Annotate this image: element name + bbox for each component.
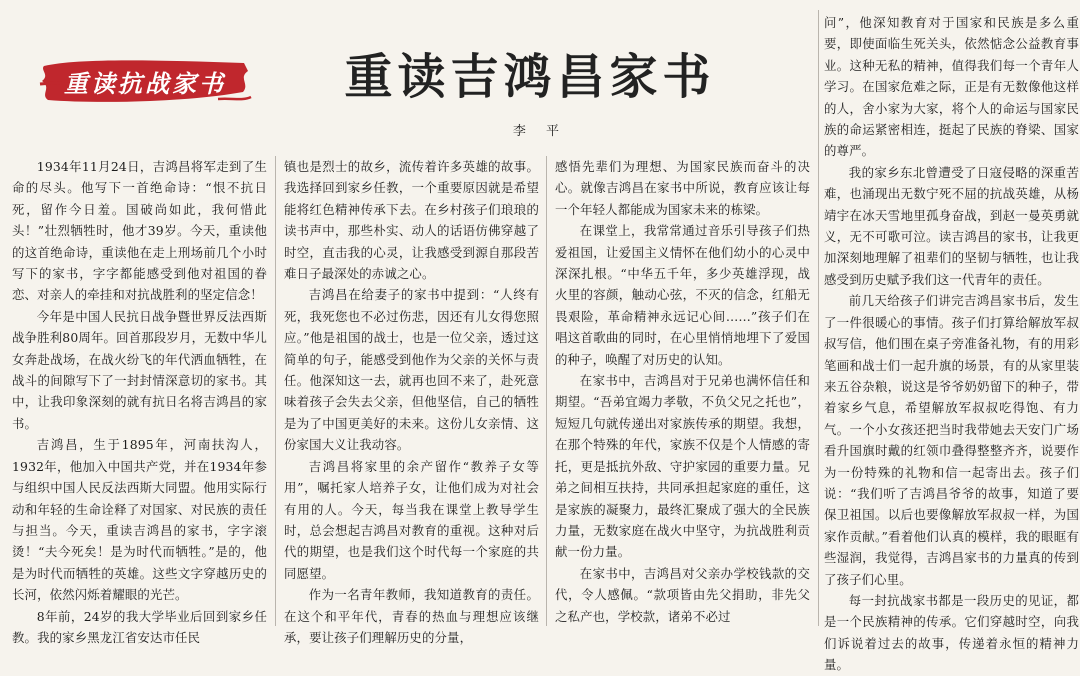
paragraph: 感悟先辈们为理想、为国家民族而奋斗的决心。就像吉鸿昌在家书中所说，教育应该让每一个年轻人都能成为国家未来的栋梁。 bbox=[555, 159, 810, 217]
column-divider bbox=[275, 156, 276, 626]
text-column-4 bbox=[824, 12, 1079, 673]
paragraph: 吉鸿昌，生于1895年，河南扶沟人，1932年，他加入中国共产党，并在1934年参与组织中国人民反法西斯大同盟。他用实际行动和年轻的生命诠释了对国家、对民族的责任与担当。今天，重读吉鸿昌的家书，字字滚烫！“夫今死矣！是为时代而牺牲。”是的，他是为时代而牺牲的英雄。这些文字穿越历史的长河，依然闪烁着耀眼的光芒。 bbox=[12, 437, 267, 603]
column-divider bbox=[546, 156, 547, 626]
text-column-1 bbox=[12, 156, 267, 645]
article-title: 重读吉鸿昌家书 bbox=[344, 49, 716, 105]
paragraph: 问”，他深知教育对于国家和民族是多么重要，即使面临生死关头，依然惦念公益教育事业。这种无私的精神，值得我们每一个青年人学习。在国家危难之际，正是有无数像他这样的人，舍小家为大家，将个人的命运与国家民族的命运紧密相连，挺起了民族的脊梁、国家的尊严。 bbox=[824, 15, 1079, 159]
paragraph: 吉鸿昌在给妻子的家书中提到：“人终有死，我死您也不必过伤悲，因还有儿女得您照应。”他是祖国的战士，也是一位父亲，透过这简单的句子，能感受到他作为父亲的关怀与责任。他深知这一去，就再也回不来了，赴死意味着孩子会失去父亲，但他坚信，自己的牺牲是为了中国更美好的未来。这份儿女亲情、这份家国大义让我动容。 bbox=[284, 287, 539, 453]
paragraph: 作为一名青年教师，我知道教育的责任。在这个和平年代，青春的热血与理想应该继承，要让孩子们理解历史的分量， bbox=[284, 587, 539, 645]
column-tag-banner bbox=[38, 54, 252, 108]
paragraph: 今年是中国人民抗日战争暨世界反法西斯战争胜利80周年。回首那段岁月，无数中华儿女奔赴战场，在战火纷飞的年代洒血牺牲，在战斗的间隙写下了一封封情深意切的家书。其中，让我印象深刻的就有抗日名将吉鸿昌的家书。 bbox=[12, 308, 267, 431]
text-column-3 bbox=[555, 156, 810, 624]
paragraph: 前几天给孩子们讲完吉鸿昌家书后，发生了一件很暖心的事情。孩子们打算给解放军叔叔写信，他们围在桌子旁准备礼物，有的用彩笔画和战士们一起升旗的场景，有的从家里装来五谷杂粮，说这是爷爷奶奶留下的种子，带着家乡气息，希望解放军叔叔吃得饱、有力气。一个小女孩还把当时我带她去天安门广场看升国旗时戴的红领巾叠得整整齐齐，说要作为一份特殊的礼物和信一起寄出去。孩子们说：“我们听了吉鸿昌爷爷的故事，知道了要保卫祖国。以后也要像解放军叔叔一样，为国家作贡献。”看着他们认真的模样，我的眼眶有些湿润，我觉得，吉鸿昌家书的力量真的传到了孩子们心里。 bbox=[824, 293, 1079, 587]
article-author: 李 平 bbox=[512, 124, 568, 139]
column-divider bbox=[818, 10, 819, 626]
paragraph: 镇也是烈士的故乡，流传着许多英雄的故事。我选择回到家乡任教，一个重要原因就是希望能将红色精神传承下去。在乡村孩子们琅琅的读书声中，那些朴实、动人的话语仿佛穿越了时空，直击我的心灵，让我感受到源自那段苦难日子最深处的赤诚之心。 bbox=[284, 159, 539, 282]
text-column-2 bbox=[284, 156, 539, 645]
paragraph: 每一封抗战家书都是一段历史的见证，都是一个民族精神的传承。它们穿越时空，向我们诉说着过去的故事，传递着永恒的精神力量。 bbox=[824, 592, 1079, 673]
paragraph: 吉鸿昌将家里的余产留作“教养子女等用”，嘱托家人培养子女，让他们成为对社会有用的人。今天，每当我在课堂上教导学生时，总会想起吉鸿昌对教育的重视。这种对后代的期望，也是我们这个时代每一个家庭的共同愿望。 bbox=[284, 458, 539, 581]
paragraph: 1934年11月24日，吉鸿昌将军走到了生命的尽头。他写下一首绝命诗：“恨不抗日死，留作今日羞。国破尚如此，我何惜此头！”壮烈牺牲时，他才39岁。今天，重读他的这首绝命诗，重读他在走上刑场前几个小时写下的家书，字字都能感受到他对祖国的眷恋、对亲人的牵挂和对抗战胜利的坚定信念！ bbox=[12, 159, 267, 303]
paragraph: 我的家乡东北曾遭受了日寇侵略的深重苦难，也涌现出无数宁死不屈的抗战英雄，从杨靖宇在冰天雪地里孤身奋战，到赵一曼英勇就义，无不可歌可泣。读吉鸿昌的家书，让我更加深刻地理解了祖辈们的坚韧与牺牲，也让我感受到历史赋予我们这一代青年的责任。 bbox=[824, 164, 1079, 287]
paragraph: 在家书中，吉鸿昌对于兄弟也满怀信任和期望。“吾弟宜竭力孝敬，不负父兄之托也”，短短几句就传递出对家族传承的期望。我想，在那个特殊的年代，家族不仅是个人情感的寄托，更是抵抗外敌、守护家园的重要力量。兄弟之间相互扶持，共同承担起家庭的重任，这是家族的凝聚力，最终汇聚成了强大的全民族力量，无数家庭在战火中坚守，为抗战胜利贡献一份力量。 bbox=[555, 373, 810, 560]
column-tag-label: 重读抗战家书 bbox=[64, 69, 226, 98]
paragraph: 8年前，24岁的我大学毕业后回到家乡任教。我的家乡黑龙江省安达市任民 bbox=[12, 608, 267, 645]
paragraph: 在家书中，吉鸿昌对父亲办学校钱款的交代，令人感佩。“款项皆由先父捐助，非先父之私产也，学校款，诸弟不必过 bbox=[555, 565, 810, 624]
paragraph: 在课堂上，我常常通过音乐引导孩子们热爱祖国，让爱国主义情怀在他们幼小的心灵中深深扎根。“中华五千年，多少英雄浮现，战火里的容颜，触动心弦，不灭的信念，红船无畏艰险，革命精神永远记心间……”孩子们在唱这首歌曲的同时，在心里悄悄地埋下了爱国的种子，唤醒了对历史的认知。 bbox=[555, 223, 810, 367]
